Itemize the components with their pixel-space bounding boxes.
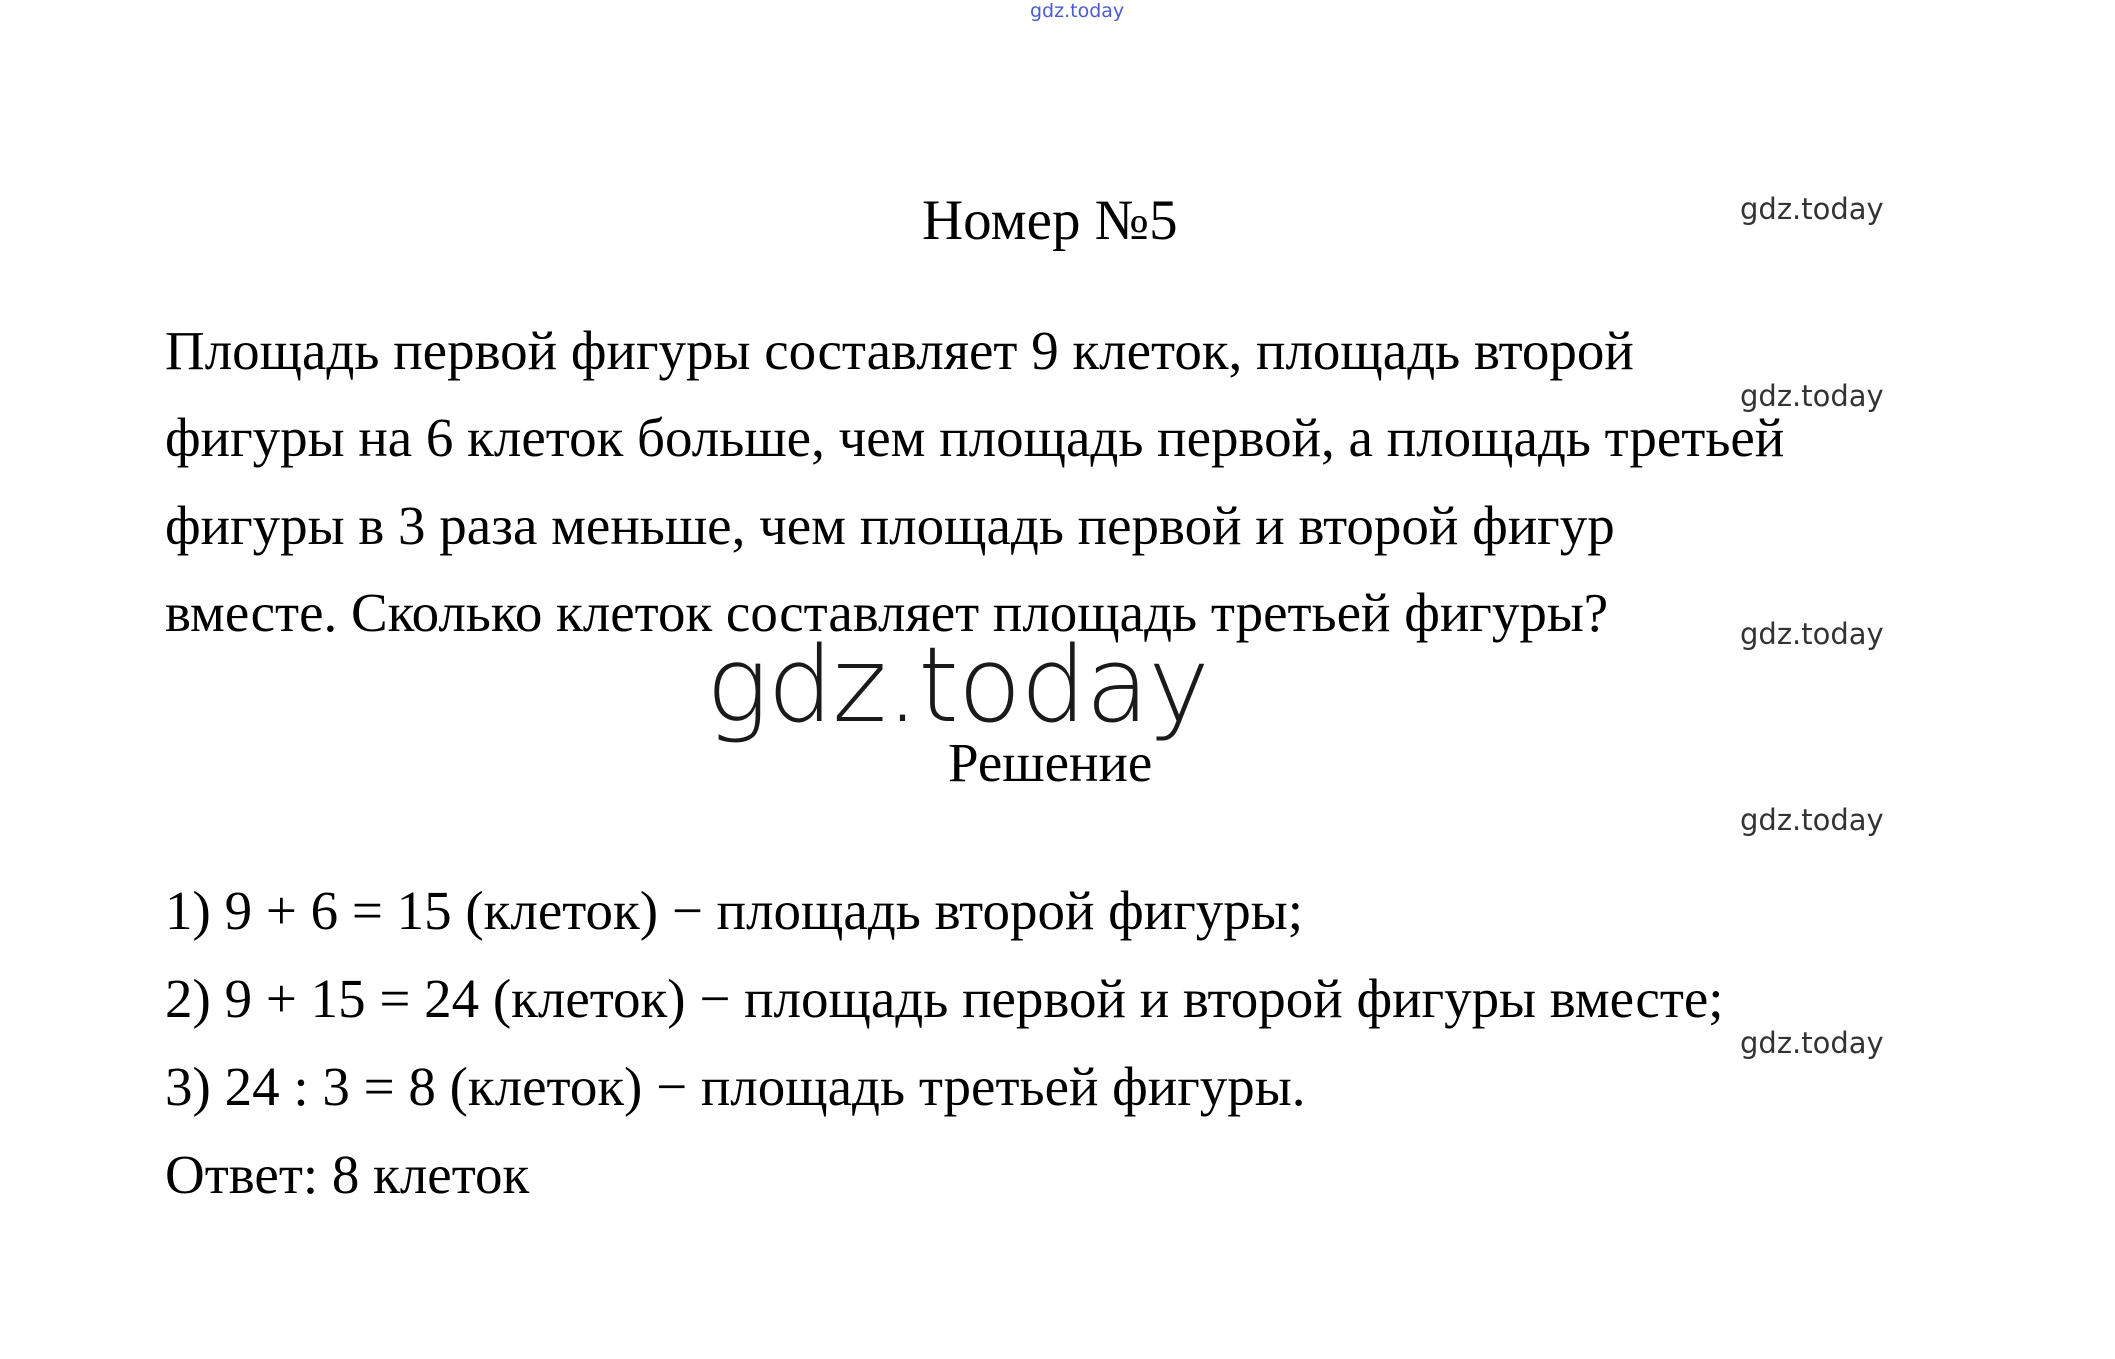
top-watermark: gdz.today xyxy=(1030,0,1125,22)
side-watermark: gdz.today xyxy=(1740,1026,1884,1060)
problem-line-4: вместе. Сколько клеток составляет площадь третьей фигуры? xyxy=(165,582,1609,643)
big-watermark: gdz.today xyxy=(706,624,1209,746)
side-watermark: gdz.today xyxy=(1740,192,1884,226)
answer-line: Ответ: 8 клеток xyxy=(165,1144,530,1205)
side-watermark: gdz.today xyxy=(1740,803,1884,837)
side-watermark: gdz.today xyxy=(1740,379,1884,413)
solution-step-2: 2) 9 + 15 = 24 (клеток) − площадь первой и второй фигуры вместе; xyxy=(165,968,1724,1029)
solution-step-3: 3) 24 : 3 = 8 (клеток) − площадь третьей фигуры. xyxy=(165,1056,1306,1117)
side-watermark: gdz.today xyxy=(1740,617,1884,651)
problem-line-1: Площадь первой фигуры составляет 9 клеток, площадь второй xyxy=(165,320,1634,381)
problem-line-2: фигуры на 6 клеток больше, чем площадь первой, а площадь третьей xyxy=(165,407,1785,468)
problem-line-3: фигуры в 3 раза меньше, чем площадь первой и второй фигур xyxy=(165,495,1615,556)
solution-heading: Решение xyxy=(948,732,1153,793)
solution-step-1: 1) 9 + 6 = 15 (клеток) − площадь второй фигуры; xyxy=(165,880,1304,941)
page-title: Номер №5 xyxy=(922,189,1178,252)
